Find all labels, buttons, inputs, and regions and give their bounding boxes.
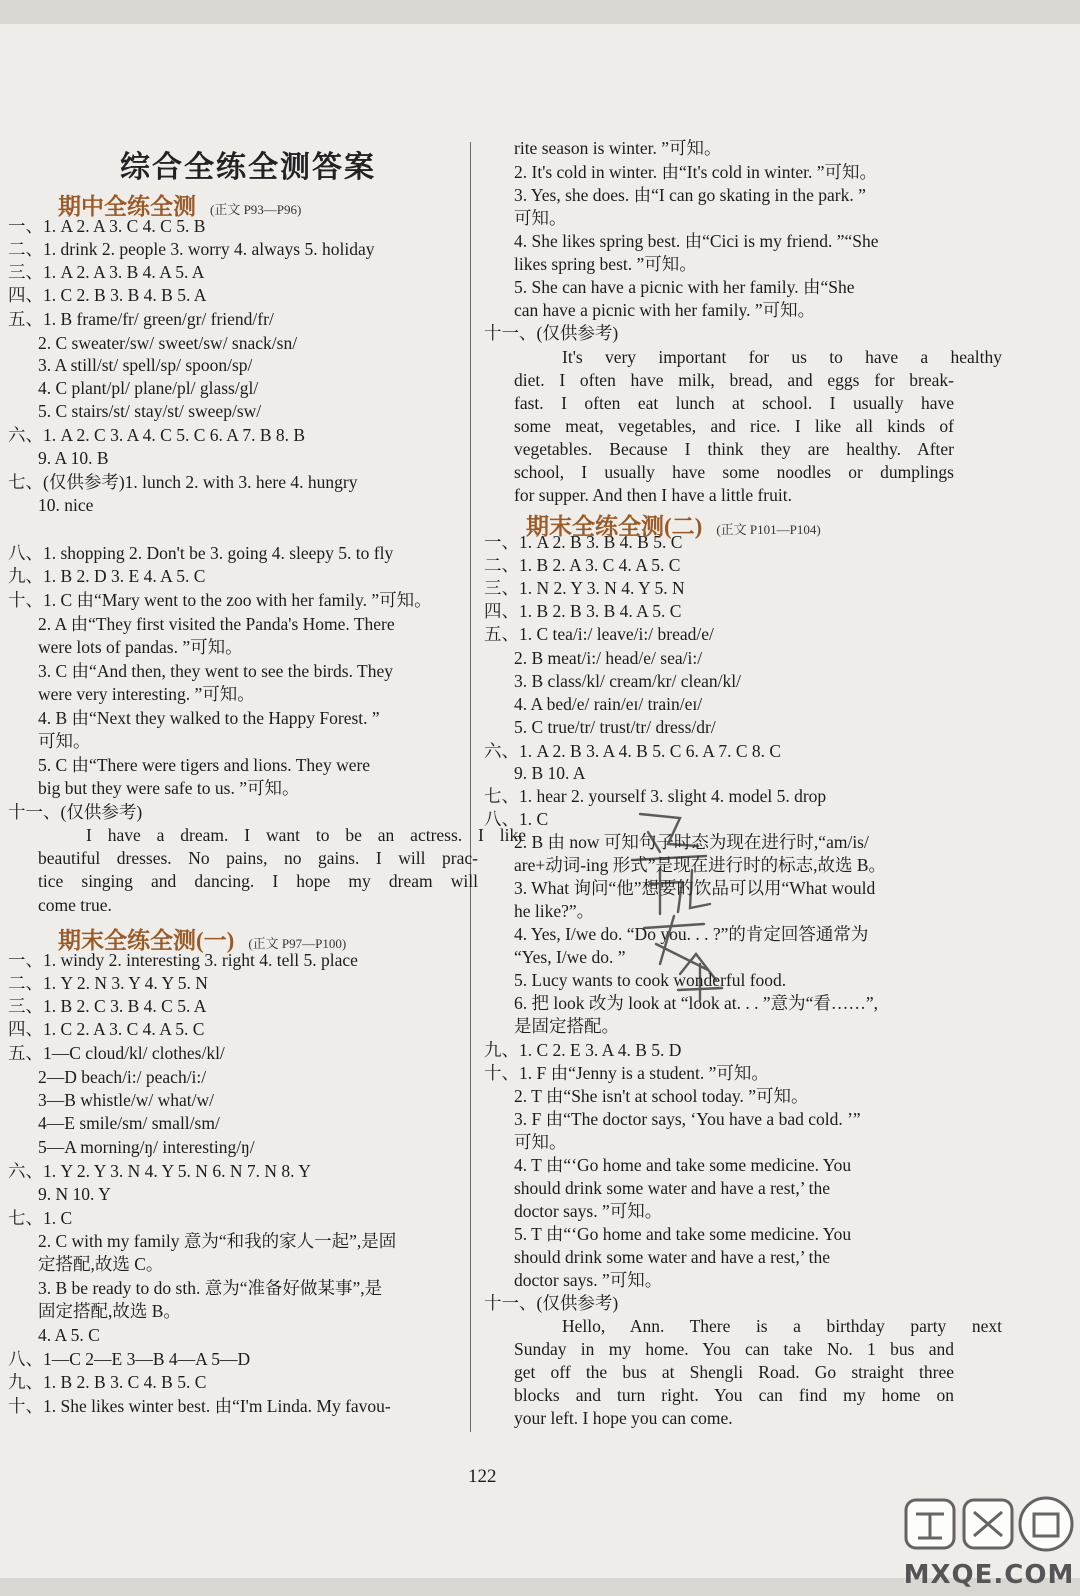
section-title-text: 期末全练全测(一) bbox=[58, 928, 235, 953]
answer-line: 5. T 由“‘Go home and take some medicine. You bbox=[514, 1224, 852, 1244]
answer-line: beautiful dresses. No pains, no gains. I will prac- bbox=[38, 848, 478, 868]
answer-line: 五、1—C cloud/kl/ clothes/kl/ bbox=[8, 1043, 225, 1063]
answer-line: 一、1. windy 2. interesting 3. right 4. tell 5. place bbox=[8, 950, 358, 970]
answer-line: I have a dream. I want to be an actress. I like bbox=[86, 825, 526, 845]
answer-line: 2—D beach/i:/ peach/i:/ bbox=[38, 1067, 207, 1087]
answer-line: 3. B class/kl/ cream/kr/ clean/kl/ bbox=[514, 671, 741, 691]
answer-line: “Yes, I/we do. ” bbox=[514, 947, 626, 967]
section-title-midterm bbox=[58, 188, 301, 221]
answer-line: 4. A bed/e/ rain/eɪ/ train/eɪ/ bbox=[514, 694, 703, 714]
answer-line: should drink some water and have a rest,’ the bbox=[514, 1178, 831, 1198]
watermark bbox=[900, 1492, 1078, 1596]
answer-line: 十一、(仅供参考) bbox=[484, 1293, 619, 1313]
section-title-final-1 bbox=[58, 922, 346, 955]
answer-line: 八、1—C 2—E 3—B 4—A 5—D bbox=[8, 1349, 251, 1369]
answer-line: 4. C plant/pl/ plane/pl/ glass/gl/ bbox=[38, 378, 259, 398]
answer-line: doctor says. ”可知。 bbox=[514, 1270, 663, 1290]
answer-line: 二、1. Y 2. N 3. Y 4. Y 5. N bbox=[8, 973, 208, 993]
answer-line: 八、1. shopping 2. Don't be 3. going 4. sleepy 5. to fly bbox=[8, 543, 394, 563]
answer-line: were lots of pandas. ”可知。 bbox=[38, 637, 243, 657]
answer-line: 2. C sweater/sw/ sweet/sw/ snack/sn/ bbox=[38, 333, 298, 353]
answer-line: 3. What 询问“他”想要的饮品可以用“What would bbox=[514, 878, 876, 898]
answer-line: 七、1. C bbox=[8, 1208, 73, 1228]
answer-line: fast. I often eat lunch at school. I usually have bbox=[514, 393, 954, 413]
answer-page bbox=[0, 24, 1080, 1590]
answer-line: 一、1. A 2. A 3. C 4. C 5. B bbox=[8, 216, 206, 236]
answer-line: some meat, vegetables, and rice. I like all kinds of bbox=[514, 416, 954, 436]
answer-line: 10. nice bbox=[38, 495, 94, 515]
answer-line: 5—A morning/ŋ/ interesting/ŋ/ bbox=[38, 1137, 255, 1157]
answer-line: 四、1. B 2. B 3. B 4. A 5. C bbox=[484, 601, 682, 621]
answer-line: Hello, Ann. There is a birthday party next bbox=[562, 1316, 1002, 1336]
section-page-ref: (正文 P97—P100) bbox=[248, 936, 347, 951]
answer-line: 十一、(仅供参考) bbox=[8, 802, 143, 822]
answer-line: tice singing and dancing. I hope my dream will bbox=[38, 871, 478, 891]
answer-line: vegetables. Because I think they are healthy. After bbox=[514, 439, 954, 459]
watermark-logo-icon bbox=[900, 1492, 1078, 1562]
answer-line: 是固定搭配。 bbox=[514, 1016, 619, 1036]
answer-line: rite season is winter. ”可知。 bbox=[514, 138, 722, 158]
answer-line: 5. C true/tr/ trust/tr/ dress/dr/ bbox=[514, 717, 716, 737]
answer-line: big but they were safe to us. ”可知。 bbox=[38, 778, 300, 798]
answer-line: 三、1. N 2. Y 3. N 4. Y 5. N bbox=[484, 578, 685, 598]
answer-line: 2. C with my family 意为“和我的家人一起”,是固 bbox=[38, 1231, 397, 1251]
answer-line: come true. bbox=[38, 895, 112, 915]
answer-line: 十一、(仅供参考) bbox=[484, 323, 619, 343]
answer-line: 2. B meat/i:/ head/e/ sea/i:/ bbox=[514, 648, 703, 668]
section-title-final-2 bbox=[526, 508, 821, 541]
answer-line: doctor says. ”可知。 bbox=[514, 1201, 663, 1221]
page-number: 122 bbox=[468, 1466, 497, 1487]
answer-line: 2. B 由 now 可知句子时态为现在进行时,“am/is/ bbox=[514, 832, 869, 852]
answer-line: 八、1. C bbox=[484, 809, 549, 829]
answer-line: 5. C stairs/st/ stay/st/ sweep/sw/ bbox=[38, 401, 262, 421]
answer-line: 4. Yes, I/we do. “Do you. . . ?”的肯定回答通常为 bbox=[514, 924, 869, 944]
answer-line: 3. Yes, she does. 由“I can go skating in the park. ” bbox=[514, 185, 866, 205]
answer-line: 9. B 10. A bbox=[514, 763, 586, 783]
answer-line: 3—B whistle/w/ what/w/ bbox=[38, 1090, 214, 1110]
answer-line: were very interesting. ”可知。 bbox=[38, 684, 255, 704]
answer-line: 4. B 由“Next they walked to the Happy Forest. ” bbox=[38, 708, 380, 728]
answer-line: 五、1. B frame/fr/ green/gr/ friend/fr/ bbox=[8, 309, 274, 329]
answer-line: 九、1. B 2. B 3. C 4. B 5. C bbox=[8, 1372, 207, 1392]
answer-line: 一、1. A 2. B 3. B 4. B 5. C bbox=[484, 532, 683, 552]
answer-line: 9. A 10. B bbox=[38, 448, 109, 468]
answer-line: 四、1. C 2. A 3. C 4. A 5. C bbox=[8, 1019, 205, 1039]
answer-line: for supper. And then I have a little fruit. bbox=[514, 485, 792, 505]
answer-line: 3. F 由“The doctor says, ‘You have a bad cold. ’” bbox=[514, 1109, 861, 1129]
answer-line: 二、1. B 2. A 3. C 4. A 5. C bbox=[484, 555, 681, 575]
answer-line: 四、1. C 2. B 3. B 4. B 5. A bbox=[8, 285, 207, 305]
answer-line: 可知。 bbox=[38, 731, 91, 751]
answer-line: Sunday in my home. You can take No. 1 bus and bbox=[514, 1339, 954, 1359]
section-page-ref: (正文 P101—P104) bbox=[716, 522, 821, 537]
answer-line: 十、1. C 由“Mary went to the zoo with her family. ”可知。 bbox=[8, 590, 432, 610]
answer-line: 2. It's cold in winter. 由“It's cold in winter. ”可知。 bbox=[514, 162, 878, 182]
answer-line: 七、1. hear 2. yourself 3. slight 4. model 5. drop bbox=[484, 786, 827, 806]
answer-line: 九、1. B 2. D 3. E 4. A 5. C bbox=[8, 566, 206, 586]
answer-line: 可知。 bbox=[514, 208, 567, 228]
answer-line: 九、1. C 2. E 3. A 4. B 5. D bbox=[484, 1040, 682, 1060]
answer-line: 五、1. C tea/i:/ leave/i:/ bread/e/ bbox=[484, 624, 714, 644]
watermark-text: MXQE.COM bbox=[903, 1560, 1075, 1590]
answer-line: 4. T 由“‘Go home and take some medicine. You bbox=[514, 1155, 852, 1175]
answer-line: 十、1. She likes winter best. 由“I'm Linda. My favou- bbox=[8, 1396, 391, 1416]
answer-line: diet. I often have milk, bread, and eggs for break- bbox=[514, 370, 954, 390]
section-page-ref: (正文 P93—P96) bbox=[210, 202, 302, 217]
answer-line: 六、1. A 2. C 3. A 4. C 5. C 6. A 7. B 8. B bbox=[8, 425, 306, 445]
answer-line: 六、1. A 2. B 3. A 4. B 5. C 6. A 7. C 8. C bbox=[484, 741, 782, 761]
answer-line: 5. She can have a picnic with her family. 由“She bbox=[514, 277, 855, 297]
answer-line: 6. 把 look 改为 look at “look at. . . ”意为“看……”, bbox=[514, 993, 879, 1013]
answer-line: 2. A 由“They first visited the Panda's Home. There bbox=[38, 614, 395, 634]
answer-line: 4. She likes spring best. 由“Cici is my friend. ”“She bbox=[514, 231, 879, 251]
answer-line: 二、1. drink 2. people 3. worry 4. always 5. holiday bbox=[8, 239, 375, 259]
answer-line: 4. A 5. C bbox=[38, 1325, 100, 1345]
answer-line: 3. B be ready to do sth. 意为“准备好做某事”,是 bbox=[38, 1278, 383, 1298]
answer-line: 5. Lucy wants to cook wonderful food. bbox=[514, 970, 787, 990]
section-title-text: 期末全练全测(二) bbox=[526, 514, 703, 539]
handwriting-scribble bbox=[620, 804, 760, 1004]
answer-line: 定搭配,故选 C。 bbox=[38, 1254, 164, 1274]
answer-line: 七、(仅供参考)1. lunch 2. with 3. here 4. hungry bbox=[8, 472, 358, 492]
answer-line: 三、1. B 2. C 3. B 4. C 5. A bbox=[8, 996, 207, 1016]
answer-line: 六、1. Y 2. Y 3. N 4. Y 5. N 6. N 7. N 8. Y bbox=[8, 1161, 311, 1181]
answer-line: 十、1. F 由“Jenny is a student. ”可知。 bbox=[484, 1063, 769, 1083]
section-title-text: 期中全练全测 bbox=[58, 194, 196, 219]
answer-line: 3. C 由“And then, they went to see the birds. They bbox=[38, 661, 393, 681]
answer-line: blocks and turn right. You can find my home on bbox=[514, 1385, 954, 1405]
answer-line: are+动词-ing 形式”是现在进行时的标志,故选 B。 bbox=[514, 855, 886, 875]
page-title: 综合全练全测答案 bbox=[120, 151, 376, 184]
answer-line: should drink some water and have a rest,’ the bbox=[514, 1247, 831, 1267]
answer-line: 2. T 由“She isn't at school today. ”可知。 bbox=[514, 1086, 809, 1106]
answer-line: 3. A still/st/ spell/sp/ spoon/sp/ bbox=[38, 355, 253, 375]
answer-line: your left. I hope you can come. bbox=[514, 1408, 733, 1428]
answer-line: school, I usually have some noodles or dumplings bbox=[514, 462, 954, 482]
answer-line: 三、1. A 2. A 3. B 4. A 5. A bbox=[8, 262, 205, 282]
answer-line: 4—E smile/sm/ small/sm/ bbox=[38, 1113, 220, 1133]
answer-line: 5. C 由“There were tigers and lions. They were bbox=[38, 755, 371, 775]
answer-line: 可知。 bbox=[514, 1132, 567, 1152]
answer-line: he like?”。 bbox=[514, 901, 595, 921]
answer-line: likes spring best. ”可知。 bbox=[514, 254, 697, 274]
answer-line: get off the bus at Shengli Road. Go straight three bbox=[514, 1362, 954, 1382]
answer-line: It's very important for us to have a healthy bbox=[562, 347, 1002, 367]
answer-line: 9. N 10. Y bbox=[38, 1184, 111, 1204]
answer-line: can have a picnic with her family. ”可知。 bbox=[514, 300, 816, 320]
answer-line: 固定搭配,故选 B。 bbox=[38, 1301, 181, 1321]
